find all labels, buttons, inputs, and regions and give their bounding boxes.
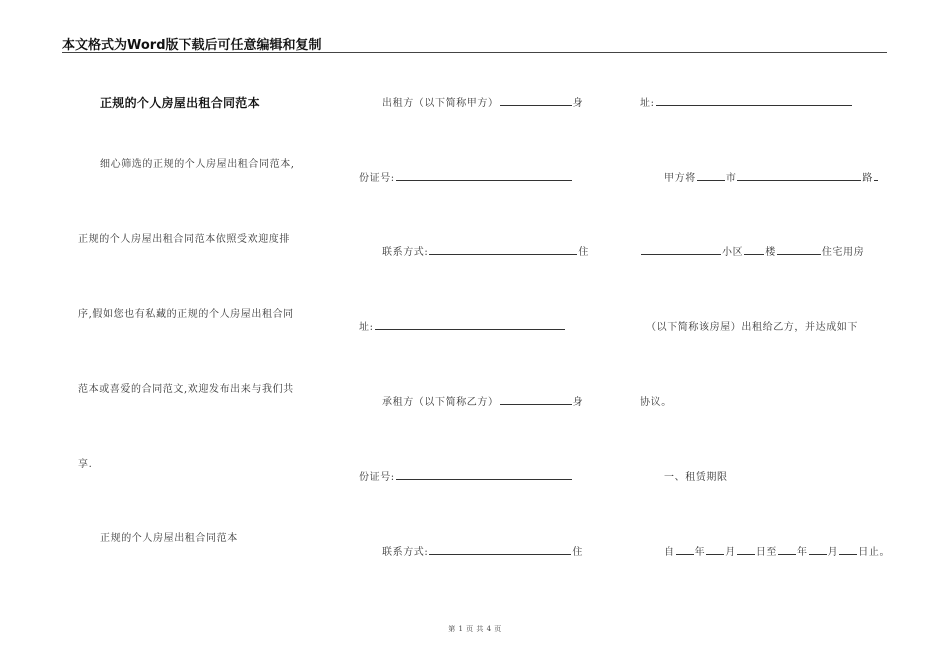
lessee-line xyxy=(382,393,583,408)
blank-field xyxy=(737,170,861,181)
live-char: 住 xyxy=(578,247,589,258)
intro-line-5: 享. xyxy=(78,459,93,470)
address-cont-line xyxy=(640,94,853,109)
blank-field xyxy=(500,95,572,106)
intro-line-1: 细心筛选的正规的个人房屋出租合同范本, xyxy=(100,159,295,170)
section-heading: 一、租赁期限 xyxy=(664,472,728,483)
lu-text: 路 xyxy=(862,173,874,184)
blank-field xyxy=(375,319,565,330)
lessee-id-line xyxy=(359,468,573,483)
blank-field xyxy=(809,544,827,555)
page-footer: 第 1 页 共 4 页 xyxy=(448,625,502,633)
intro-line-3: 序,假如您也有私藏的正规的个人房屋出租合同 xyxy=(78,309,294,320)
blank-field xyxy=(839,544,857,555)
nian-text: 年 xyxy=(694,547,706,558)
live-char: 住 xyxy=(572,547,583,558)
blank-field xyxy=(656,95,852,106)
lou-text: 楼 xyxy=(765,247,776,258)
lessor-address-line xyxy=(359,318,566,333)
blank-field xyxy=(777,244,821,255)
jia-jiang-text: 甲方将 xyxy=(664,173,696,184)
lessor-id-line xyxy=(359,169,573,184)
contact-label: 联系方式: xyxy=(382,547,429,558)
address-label: 址: xyxy=(640,98,655,109)
blank-field xyxy=(396,170,572,181)
xieyi-line: 协议。 xyxy=(640,397,672,408)
house-desc-line: （以下简称该房屋）出租给乙方，并达成如下 xyxy=(646,322,858,333)
blank-field xyxy=(744,244,764,255)
ri-zhi-end-text: 日止。 xyxy=(858,547,891,558)
id-char: 身 xyxy=(572,397,584,408)
header-rule xyxy=(62,52,887,53)
page-header: 本文格式为Word版下载后可任意编辑和复制 xyxy=(62,38,322,53)
lessee-contact-line xyxy=(382,543,583,558)
xiaoqu-text: 小区 xyxy=(722,247,744,258)
property-line-2 xyxy=(640,243,864,258)
term-line xyxy=(664,543,890,558)
blank-field xyxy=(778,544,796,555)
lessee-label: 承租方（以下简称乙方） xyxy=(382,397,499,408)
blank-field xyxy=(874,170,878,181)
lessor-contact-line xyxy=(382,243,589,258)
blank-field xyxy=(676,544,694,555)
intro-line-2: 正规的个人房屋出租合同范本依照受欢迎度排 xyxy=(78,234,290,245)
blank-field xyxy=(697,170,725,181)
nian-text-2: 年 xyxy=(797,547,808,558)
property-line xyxy=(664,169,879,184)
sub-title: 正规的个人房屋出租合同范本 xyxy=(100,533,238,544)
lessor-label: 出租方（以下简称甲方） xyxy=(382,98,499,109)
id-label: 份证号: xyxy=(359,173,395,184)
blank-field xyxy=(396,469,572,480)
blank-field xyxy=(429,544,571,555)
ri-zhi-text: 日至 xyxy=(755,547,778,558)
blank-field xyxy=(706,544,724,555)
id-char: 身 xyxy=(572,98,584,109)
blank-field xyxy=(737,544,755,555)
yue-text: 月 xyxy=(725,547,736,558)
doc-title: 正规的个人房屋出租合同范本 xyxy=(100,96,260,110)
id-label: 份证号: xyxy=(359,472,395,483)
intro-line-4: 范本或喜爱的合同范文,欢迎发布出来与我们共 xyxy=(78,384,294,395)
lessor-line xyxy=(382,94,583,109)
contact-label: 联系方式: xyxy=(382,247,429,258)
address-label: 址: xyxy=(359,322,374,333)
blank-field xyxy=(641,244,721,255)
blank-field xyxy=(429,244,577,255)
shi-text: 市 xyxy=(725,173,737,184)
zhuzhai-text: 住宅用房 xyxy=(821,247,865,258)
blank-field xyxy=(500,394,572,405)
yue-text-2: 月 xyxy=(827,547,839,558)
zi-text: 自 xyxy=(664,547,675,558)
